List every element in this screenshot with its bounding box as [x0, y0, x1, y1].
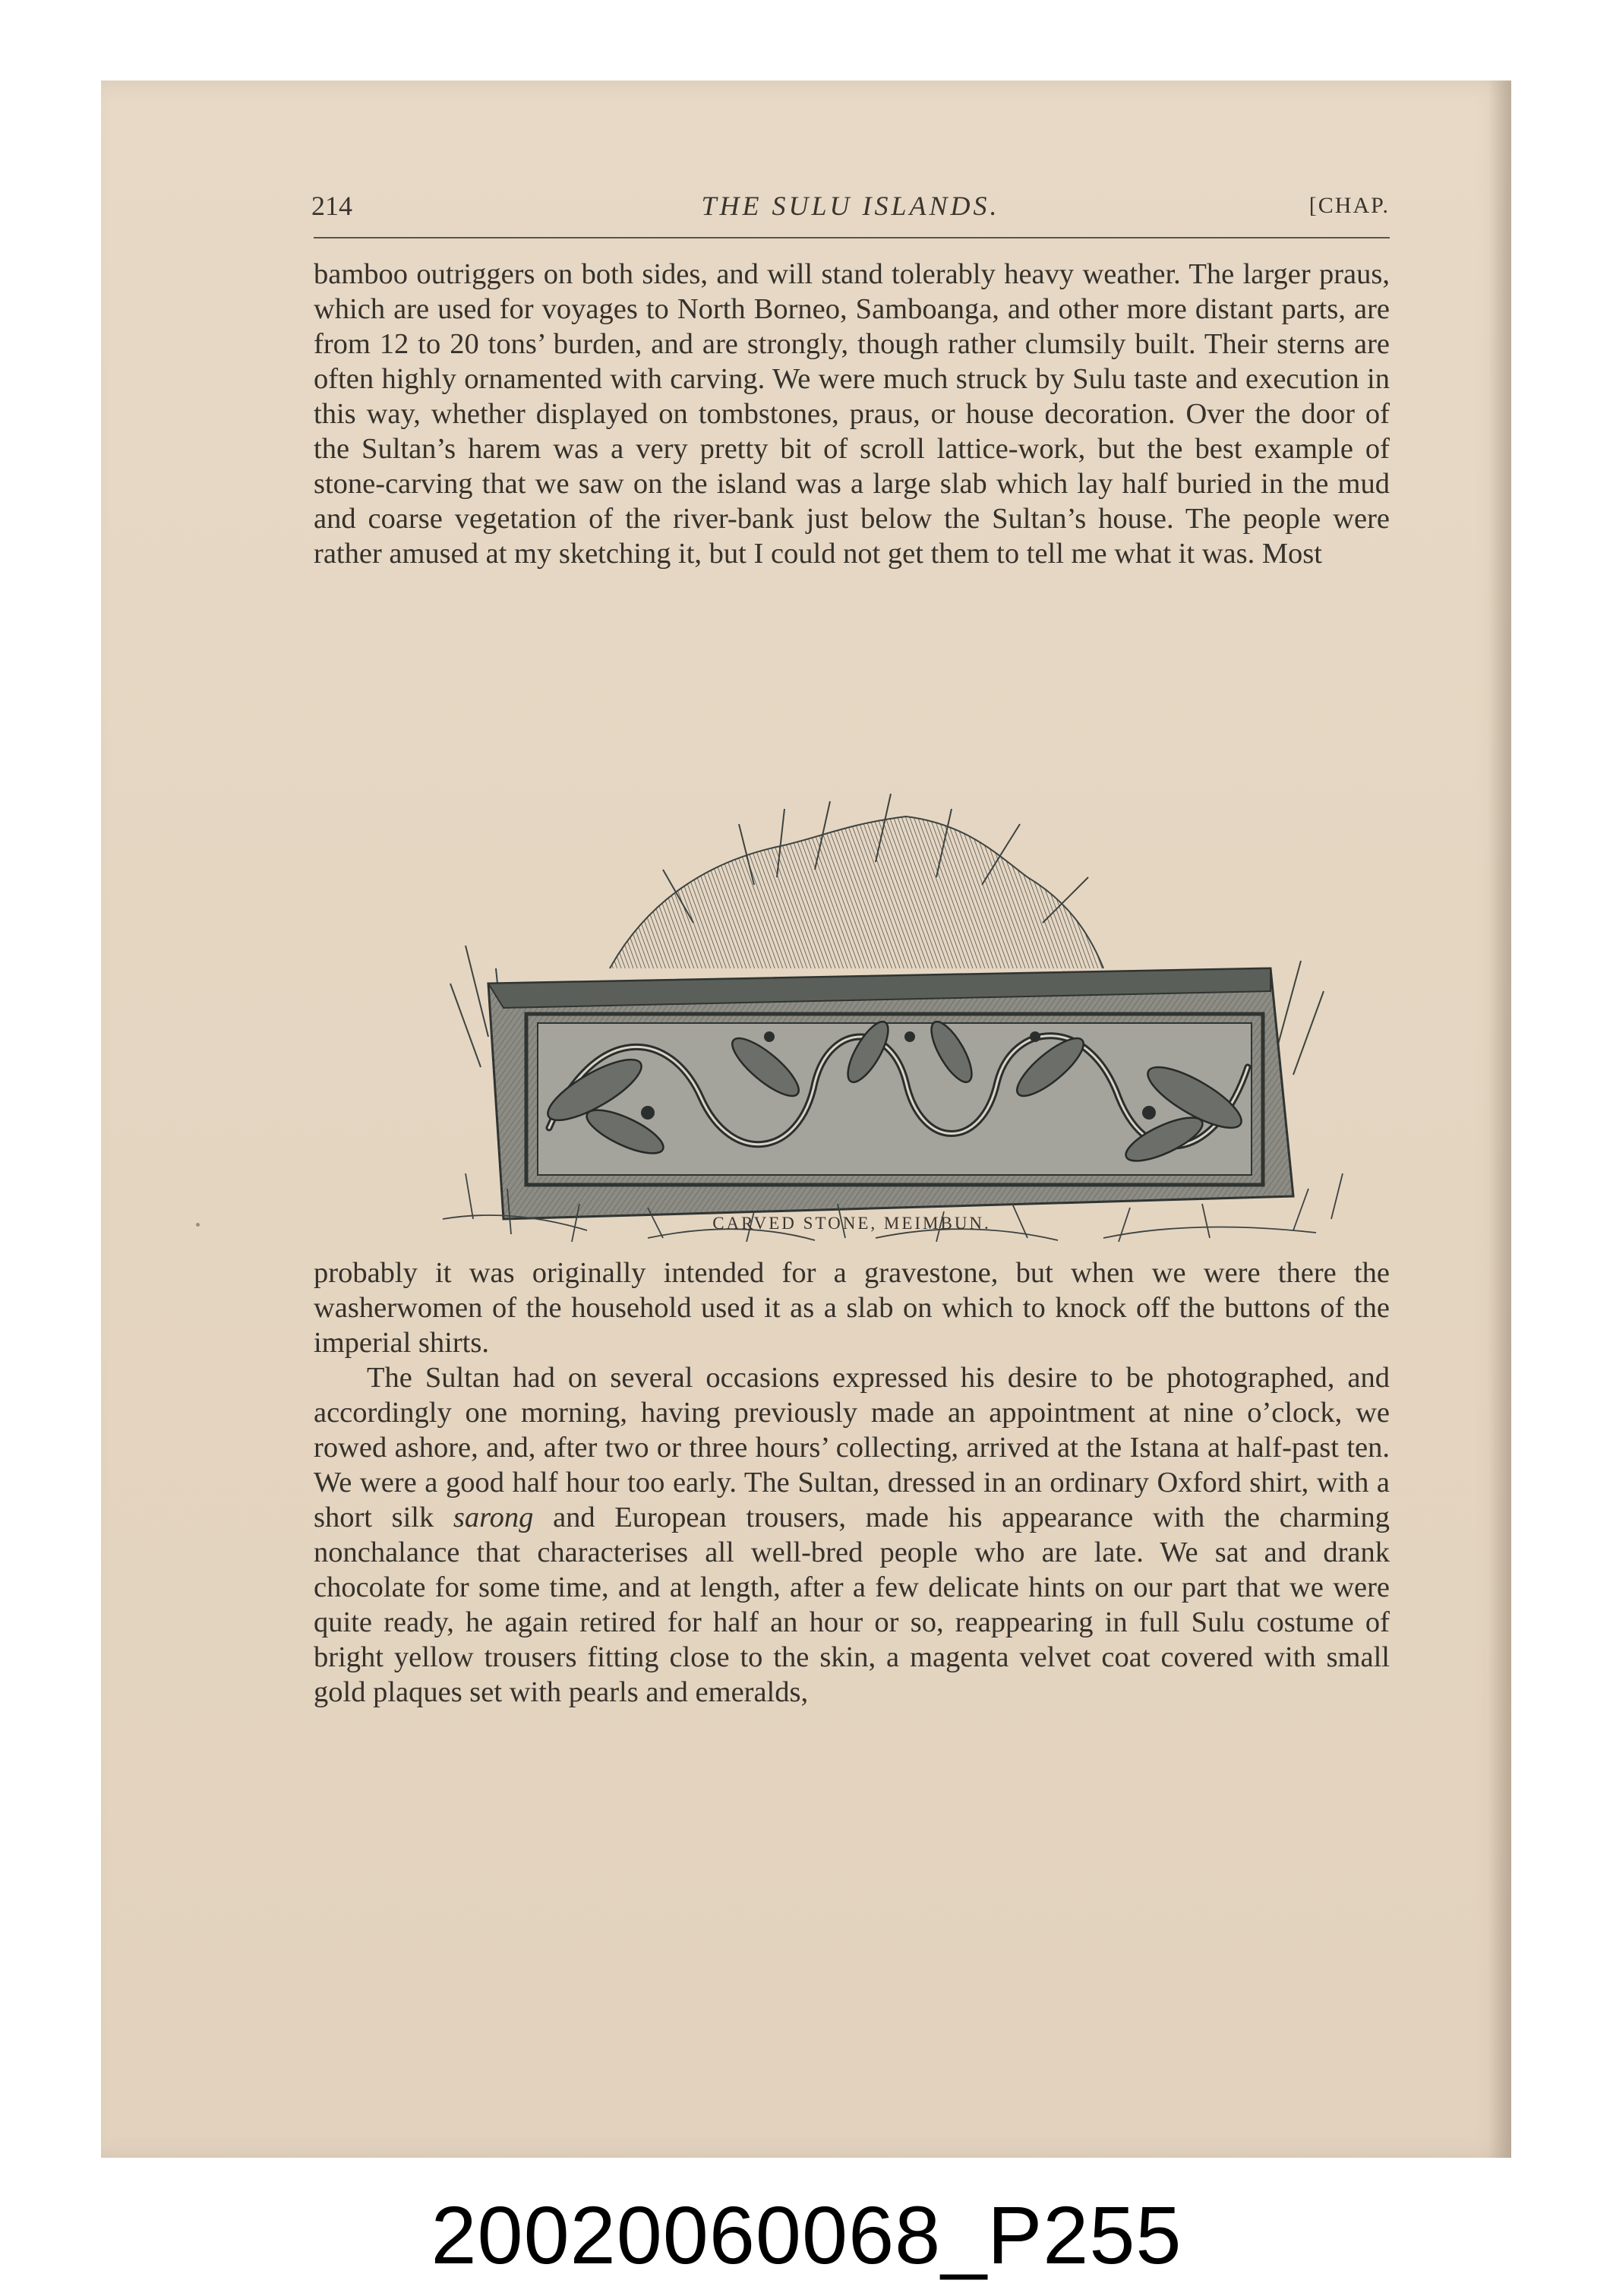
- sultan-paragraph-part-1: The Sultan had on several occasions expressed his desire to be photographed, and accordingly one morning, having previously made an appointment at nine o’clock, we rowed ashore, and, after two or three hours’ collecting, arrived at the Istana at half-past ten. We were a good half hour too early. The Sultan, dressed in an ordinary Oxford shirt, with a short silk: [314, 1362, 1390, 1533]
- figure-caption: CARVED STONE, MEIMBUN.: [712, 1214, 991, 1233]
- chapter-mark: [CHAP.: [1308, 193, 1390, 218]
- page-number: 214: [311, 191, 352, 221]
- bottom-text: [314, 1255, 1390, 1710]
- carved-stone-illustration: [420, 794, 1359, 1242]
- top-paragraph: bamboo outriggers on both sides, and will stand tolerably heavy weather. The larger praus, which are used for voyages to North Borneo, Samboanga, and other more distant parts, are from 12 to 20 tons’ burden, and are strongly, though rather clumsily built. Their sterns are often highly ornamented with carving. We were much struck by Sulu taste and execution in this way, whether displayed on tombstones, praus, or house decoration. Over the door of the Sultan’s harem was a very pretty bit of scroll lattice-work, but the best example of stone-carving that we saw on the island was a large slab which lay half buried in the mud and coarse vegetation of the river-bank just below the Sultan’s house. The people were rather amused at my sketching it, but I could not get them to tell me what it was. Most: [314, 258, 1390, 570]
- sultan-paragraph-part-2: and European trousers, made his appearance with the charming nonchalance that characterises all well-bred people who are late. We sat and drank chocolate for some time, and at length, after a few delicate hints on our part that we were quite ready, he again retired for half an hour or so, reappearing in full Sulu costume of bright yellow trousers fitting close to the skin, a magenta velvet coat covered with small gold plaques set with pearls and emeralds,: [314, 1502, 1390, 1708]
- page-edge-shadow: [1488, 81, 1511, 2158]
- paper-speck: [196, 1223, 200, 1227]
- running-head: [311, 190, 1390, 235]
- running-title: THE SULU ISLANDS.: [701, 191, 1000, 221]
- sarong-italic: sarong: [453, 1502, 534, 1533]
- specimen-id: 20020060068_P255: [431, 2189, 1182, 2281]
- continuation-paragraph: probably it was originally intended for a gravestone, but when we were there the washerwomen of the household used it as a slab on which to knock off the buttons of the imperial shirts.: [314, 1257, 1390, 1359]
- top-text: [314, 257, 1390, 571]
- header-rule: [314, 237, 1390, 238]
- sultan-paragraph: [314, 1360, 1390, 1710]
- carved-slab: [488, 968, 1293, 1219]
